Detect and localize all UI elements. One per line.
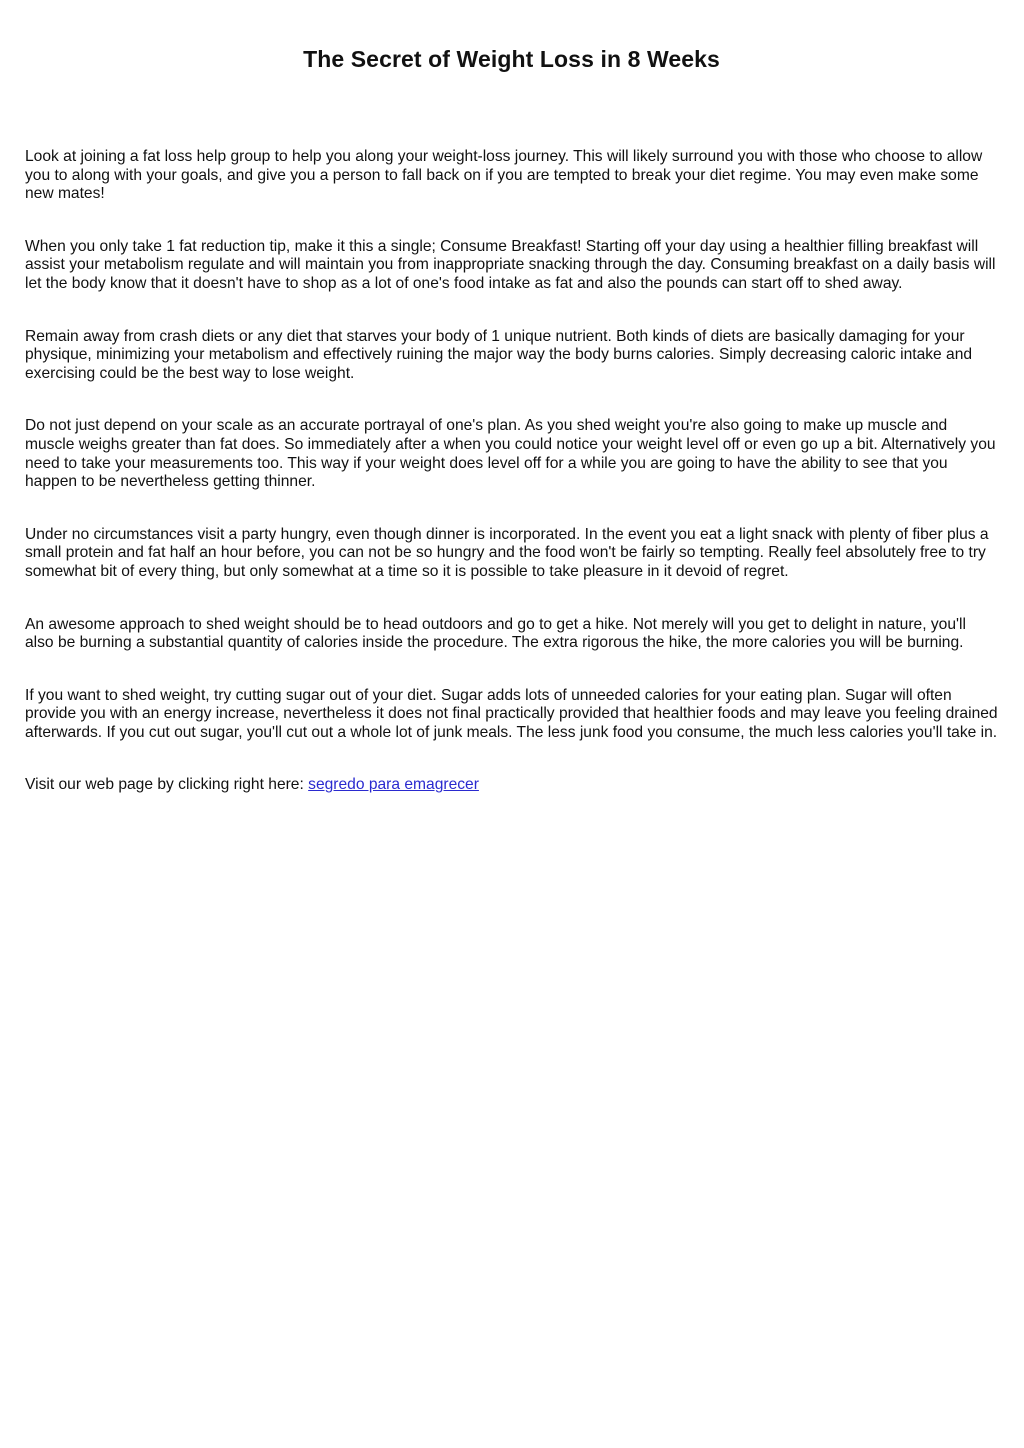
article-body [25, 148, 998, 795]
paragraph-party-hungry: Under no circumstances visit a party hungry, even though dinner is incorporated. In the event you eat a light snack with plenty of fiber plus a small protein and fat half an hour before, you can not be so hungry and the food won't be fairly so tempting. Really feel absolutely free to try somewhat bit of every thing, but only somewhat at a time so it is possible to take pleasure in it devoid of regret. [25, 525, 989, 580]
page-title: The Secret of Weight Loss in 8 Weeks [303, 46, 720, 72]
segredo-link[interactable]: segredo para emagrecer [308, 776, 479, 794]
paragraph-hiking: An awesome approach to shed weight should be to head outdoors and go to get a hike. Not merely will you get to delight in nature, you'll also be burning a substantial quantity of calories inside the procedure. The extra rigorous the hike, the more calories you will be burning. [25, 615, 966, 652]
footer-prefix: Visit our web page by clicking right here: [25, 776, 309, 794]
paragraph-eat-breakfast: When you only take 1 fat reduction tip, make it this a single; Consume Breakfast! Starting off your day using a healthier filling breakfast will assist your metabolism regulate and will maintain you from inappropriate snacking through the day. Consuming breakfast on a daily basis will let the body know that it doesn't have to shop as a lot of one's food intake as fat and also the pounds can start off to shed away. [25, 237, 996, 292]
paragraph-scale-accuracy: Do not just depend on your scale as an accurate portrayal of one's plan. As you shed weight you're also going to make up muscle and muscle weighs greater than fat does. So immediately after a when you could notice your weight level off or even go up a bit. Alternatively you need to take your measurements too. This way if your weight does level off for a while you are going to have the ability to see that you happen to be nevertheless getting thinner. [25, 417, 996, 491]
footer-line [25, 776, 998, 795]
paragraph-avoid-crash-diets: Remain away from crash diets or any diet that starves your body of 1 unique nutrient. Both kinds of diets are basically damaging for your physique, minimizing your metabolism and effectively ruining the major way the body burns calories. Simply decreasing caloric intake and exercising could be the best way to lose weight. [25, 327, 973, 382]
paragraph-cut-sugar: If you want to shed weight, try cutting sugar out of your diet. Sugar adds lots of unneeded calories for your eating plan. Sugar will often provide you with an energy increase, nevertheless it does not final practically provided that healthier foods and may leave you feeling drained afterwards. If you cut out sugar, you'll cut out a whole lot of junk meals. The less junk food you consume, the much less calories you'll take in. [25, 686, 998, 741]
paragraph-join-support-group: Look at joining a fat loss help group to help you along your weight-loss journey. This will likely surround you with those who choose to allow you to along with your goals, and give you a person to fall back on if you are tempted to break your diet regime. You may even make some new mates! [25, 148, 983, 203]
